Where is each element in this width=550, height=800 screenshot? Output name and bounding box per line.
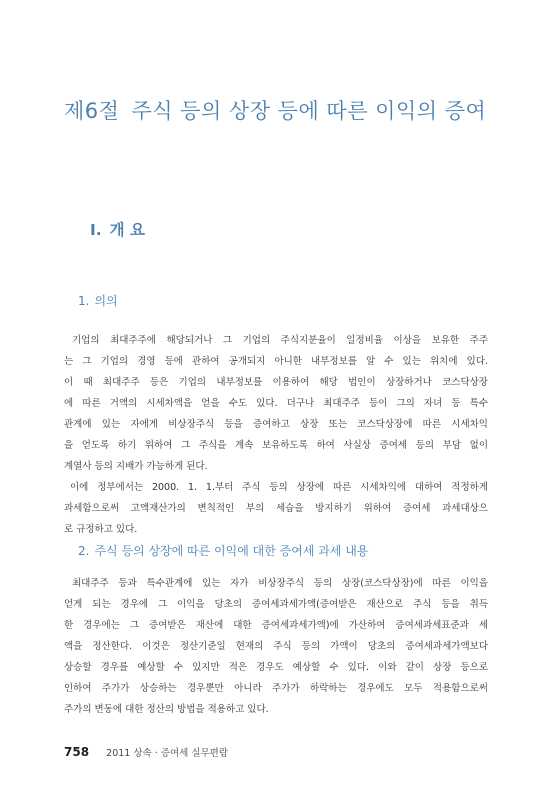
body-line: 인하여 주가가 상승하는 경우뿐만 아니라 주가가 하락하는 경우에도 모두 적용함으로써 <box>64 683 488 694</box>
page-number: 758 <box>64 745 90 759</box>
section-title-text: 개 요 <box>109 221 145 239</box>
body-line: 주가의 변동에 대한 정산의 방법을 적용하고 있다. <box>64 704 269 715</box>
body-line: 기업의 최대주주에 해당되거나 그 기업의 주식지분율이 일정비율 이상을 보유한 주주 <box>72 335 488 346</box>
chapter-title-text: 주식 등의 상장 등에 따른 이익의 증여 <box>131 99 487 123</box>
subsection-heading-meaning <box>78 292 118 309</box>
body-line: 한 경우에는 그 증여받은 재산에 대한 증여세과세가액)에 가산하여 증여세과세표준과 세 <box>64 620 488 631</box>
body-line: 최대주주 등과 특수관계에 있는 자가 비상장주식 등의 상장(코스닥상장)에 따른 이익을 <box>72 578 488 589</box>
section-heading <box>90 218 145 240</box>
body-line: 이 때 최대주주 등은 기업의 내부정보를 이용하여 해당 법인이 상장하거나 코스닥상장 <box>64 377 488 388</box>
body-line: 계열사 등의 지배가 가능하게 된다. <box>64 461 208 472</box>
subsection-title-text: 의의 <box>94 294 118 308</box>
body-line: 액을 정산한다. 이것은 정산기준일 현재의 주식 등의 가액이 당초의 증여세과세가액보다 <box>64 641 488 652</box>
body-line: 에 따른 거액의 시세차액을 얻을 수도 있다. 더구나 최대주주 등이 그의 자녀 등 특수 <box>64 398 488 409</box>
subsection-number: 2. <box>78 544 90 558</box>
subsection-number: 1. <box>78 294 90 308</box>
subsection-heading-taxation <box>78 542 368 559</box>
body-line: 상승할 경우를 예상할 수 있지만 적은 경우도 예상할 수 있다. 이와 같이 상장 등으로 <box>64 662 488 673</box>
body-line: 과세함으로써 고액재산가의 변칙적인 부의 세습을 방지하기 위하여 증여세 과세대상으 <box>64 503 488 514</box>
chapter-number: 제6절 <box>64 99 120 123</box>
section-number: Ⅰ. <box>90 221 102 239</box>
meaning-body <box>64 330 488 540</box>
page-footer <box>64 741 228 760</box>
body-line: 얻게 되는 경우에 그 이익을 당초의 증여세과세가액(증여받은 재산으로 주식 등을 취득 <box>64 599 488 610</box>
taxation-body <box>64 573 488 720</box>
book-title: 2011 상속 · 증여세 실무편람 <box>106 748 229 759</box>
subsection-title-text: 주식 등의 상장에 따른 이익에 대한 증여세 과세 내용 <box>94 544 369 558</box>
body-line: 로 규정하고 있다. <box>64 524 138 535</box>
body-line: 이에 정부에서는 2000. 1. 1.부터 주식 등의 상장에 따른 시세차익에 대하여 적정하게 <box>70 482 488 493</box>
body-line: 는 그 기업의 경영 등에 관하여 공개되지 아니한 내부정보를 알 수 있는 위치에 있다. <box>64 356 488 367</box>
chapter-title <box>64 95 486 125</box>
body-line: 관계에 있는 자에게 비상장주식 등을 증여하고 상장 또는 코스닥상장에 따른 시세차익 <box>64 419 488 430</box>
body-line: 을 얻도록 하기 위하여 그 주식을 계속 보유하도록 하여 사실상 증여세 등의 부담 없이 <box>64 440 488 451</box>
